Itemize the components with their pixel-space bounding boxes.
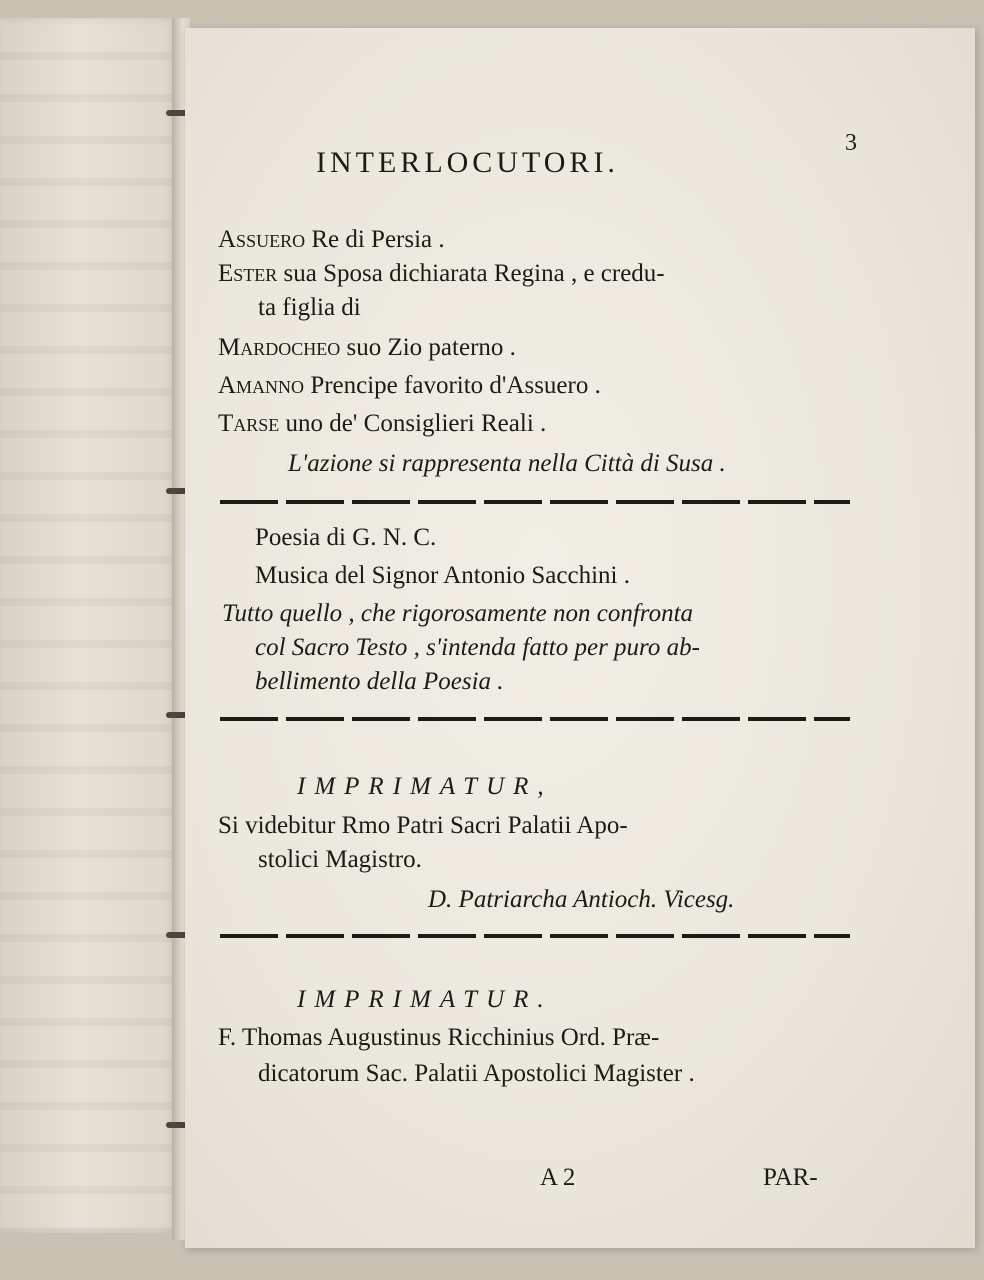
character-desc: sua Sposa dichiarata Regina , e credu- — [277, 260, 665, 287]
character-desc: ta figlia di — [258, 294, 361, 321]
divider-rule — [220, 934, 850, 938]
setting-line: L'azione si rappresenta nella Città di Susa . — [288, 450, 726, 477]
note-line: Tutto quello , che rigorosamente non confronta — [222, 600, 694, 627]
music-credit: Musica del Signor Antonio Sacchini . — [255, 562, 630, 589]
character-desc: Prencipe favorito d'Assuero . — [304, 372, 601, 399]
imprimatur-heading: IMPRIMATUR, — [297, 773, 553, 800]
character-name: Ester — [218, 260, 278, 287]
imprimatur-signature: D. Patriarcha Antioch. Vicesg. — [428, 886, 735, 913]
imprimatur-text: Si videbitur Rmo Patri Sacri Palatii Apo- — [218, 812, 628, 839]
book-page — [185, 28, 975, 1248]
imprimatur-text: F. Thomas Augustinus Ricchinius Ord. Præ- — [218, 1024, 660, 1051]
imprimatur-text: dicatorum Sac. Palatii Apostolici Magister . — [258, 1060, 695, 1087]
character-desc: uno de' Consiglieri Reali . — [279, 410, 547, 437]
character-line — [218, 372, 601, 400]
character-name: Amanno — [218, 372, 305, 399]
character-name: Mardocheo — [218, 334, 341, 361]
character-line — [218, 260, 665, 288]
page-number: 3 — [845, 130, 857, 156]
bleed-through-texture — [0, 18, 178, 1233]
note-line: col Sacro Testo , s'intenda fatto per puro ab- — [255, 634, 700, 661]
note-line: bellimento della Poesia . — [255, 668, 504, 695]
character-desc: Re di Persia . — [305, 226, 445, 253]
character-line — [218, 410, 546, 438]
signature-mark: A 2 — [540, 1164, 576, 1191]
page-title: INTERLOCUTORI. — [316, 146, 619, 179]
character-line — [258, 294, 361, 322]
character-line — [218, 226, 445, 254]
imprimatur-heading: IMPRIMATUR. — [297, 986, 553, 1013]
divider-rule — [220, 500, 850, 504]
character-line — [218, 334, 516, 362]
divider-rule — [220, 717, 850, 721]
character-name: Assuero — [218, 226, 306, 253]
character-name: Tarse — [218, 410, 280, 437]
imprimatur-text: stolici Magistro. — [258, 846, 422, 873]
previous-page — [0, 18, 178, 1233]
catchword: PAR- — [763, 1164, 818, 1191]
poetry-credit: Poesia di G. N. C. — [255, 524, 437, 551]
character-desc: suo Zio paterno . — [340, 334, 516, 361]
